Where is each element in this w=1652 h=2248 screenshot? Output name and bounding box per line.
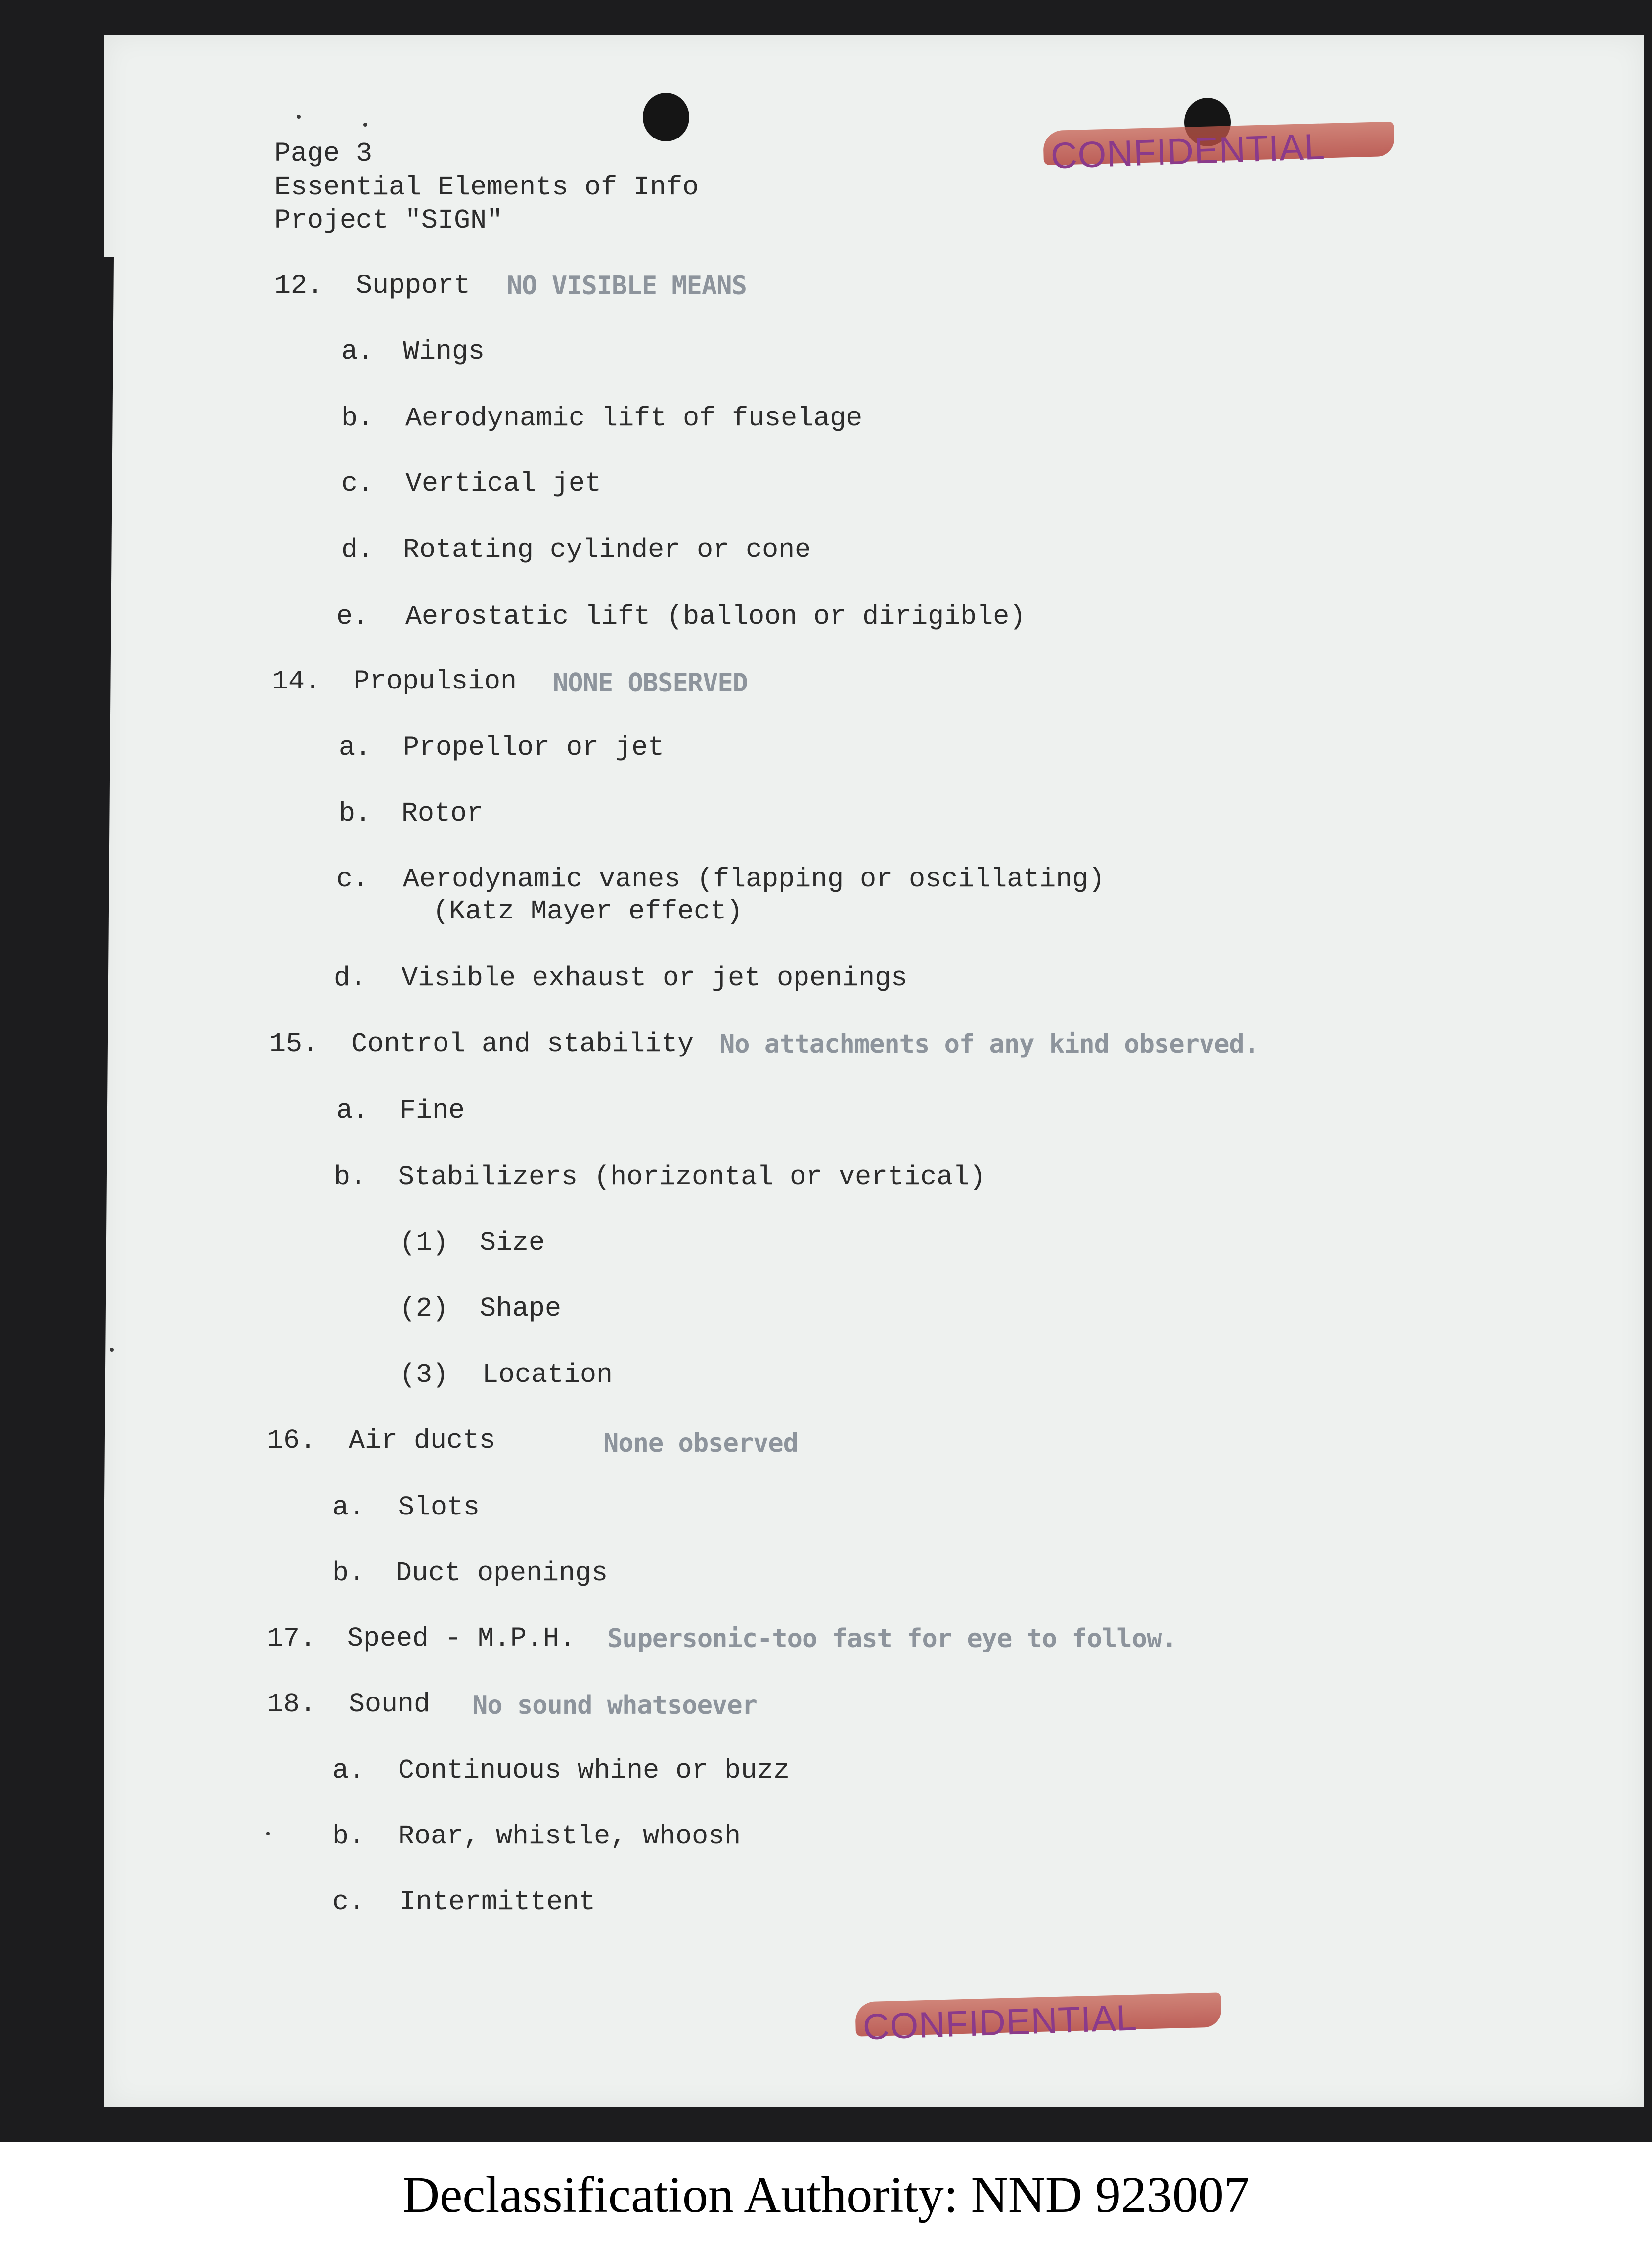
item-marker: b. xyxy=(339,798,372,829)
item-marker: b. xyxy=(332,1821,365,1852)
section-16-answer: None observed xyxy=(603,1428,798,1458)
section-12-answer: NO VISIBLE MEANS xyxy=(507,271,747,301)
stamp-label: CONFIDENTIAL xyxy=(862,1997,1138,2048)
section-12-number: 12. xyxy=(274,270,324,301)
subitem-marker: (1) xyxy=(400,1227,449,1258)
item-marker: d. xyxy=(334,963,367,994)
item-text: Fine xyxy=(400,1095,465,1126)
item-text: Rotor xyxy=(402,798,484,829)
subitem-marker: (3) xyxy=(400,1359,449,1390)
section-17-label: Speed - M.P.H. xyxy=(347,1623,576,1654)
item-text: Vertical jet xyxy=(405,468,602,499)
section-18-number: 18. xyxy=(267,1689,316,1720)
project-name: Project "SIGN" xyxy=(274,205,503,236)
item-text: Aerostatic lift (balloon or dirigible) xyxy=(405,601,1026,632)
section-12-label: Support xyxy=(356,270,471,301)
footer-bar xyxy=(0,2142,1652,2248)
item-text-continued: (Katz Mayer effect) xyxy=(433,896,743,927)
section-14-label: Propulsion xyxy=(354,666,517,697)
item-text: Wings xyxy=(403,336,485,367)
section-17-number: 17. xyxy=(267,1623,316,1654)
section-16-label: Air ducts xyxy=(349,1425,496,1456)
paper-speck xyxy=(297,115,301,119)
item-text: Stabilizers (horizontal or vertical) xyxy=(398,1161,986,1193)
item-marker: a. xyxy=(332,1492,365,1523)
section-16-number: 16. xyxy=(267,1425,316,1456)
paper-speck xyxy=(363,123,367,127)
item-text: Continuous whine or buzz xyxy=(398,1755,790,1786)
section-15-answer: No attachments of any kind observed. xyxy=(719,1029,1259,1059)
item-text: Slots xyxy=(398,1492,480,1523)
item-marker: d. xyxy=(341,534,374,565)
paper-speck xyxy=(110,1348,114,1352)
item-marker: b. xyxy=(334,1161,367,1193)
item-text: Roar, whistle, whoosh xyxy=(398,1821,741,1852)
item-marker: a. xyxy=(332,1755,365,1786)
subitem-text: Location xyxy=(482,1359,613,1390)
item-text: Rotating cylinder or cone xyxy=(403,534,811,565)
subitem-text: Shape xyxy=(480,1293,562,1324)
item-marker: a. xyxy=(341,336,374,367)
section-14-answer: NONE OBSERVED xyxy=(553,668,748,698)
confidential-stamp-top xyxy=(1043,126,1394,177)
item-text: Aerodynamic lift of fuselage xyxy=(405,403,863,434)
item-marker: a. xyxy=(336,1095,369,1126)
item-marker: c. xyxy=(341,468,374,499)
item-text: Aerodynamic vanes (flapping or oscillating) xyxy=(403,864,1105,895)
page-number: Page 3 xyxy=(274,138,373,169)
paper-speck xyxy=(266,1832,270,1835)
section-18-label: Sound xyxy=(349,1689,431,1720)
item-text: Intermittent xyxy=(400,1886,596,1918)
subitem-text: Size xyxy=(480,1227,545,1258)
document-title: Essential Elements of Info xyxy=(274,172,699,203)
section-15-label: Control and stability xyxy=(351,1028,694,1059)
section-17-answer: Supersonic-too fast for eye to follow. xyxy=(607,1624,1177,1653)
item-marker: c. xyxy=(332,1886,365,1918)
item-marker: b. xyxy=(341,403,374,434)
punch-hole-left xyxy=(643,93,689,141)
item-marker: e. xyxy=(336,601,369,632)
confidential-stamp-bottom xyxy=(855,1997,1221,2048)
item-marker: c. xyxy=(336,864,369,895)
item-text: Visible exhaust or jet openings xyxy=(402,963,908,994)
section-15-number: 15. xyxy=(269,1028,319,1059)
item-text: Duct openings xyxy=(396,1558,608,1589)
item-marker: a. xyxy=(339,732,372,763)
declassification-authority: Declassification Authority: NND 923007 xyxy=(402,2166,1250,2223)
item-marker: b. xyxy=(332,1558,365,1589)
document-page xyxy=(104,35,1644,2107)
stamp-label: CONFIDENTIAL xyxy=(1050,126,1326,177)
section-18-answer: No sound whatsoever xyxy=(472,1691,757,1720)
item-text: Propellor or jet xyxy=(403,732,665,763)
section-14-number: 14. xyxy=(272,666,321,697)
subitem-marker: (2) xyxy=(400,1293,449,1324)
